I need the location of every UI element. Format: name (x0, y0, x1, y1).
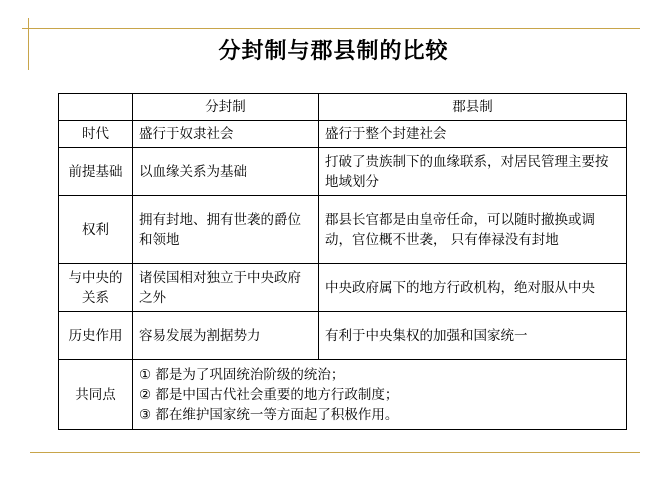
page-title: 分封制与郡县制的比较 (218, 39, 449, 64)
header-empty (59, 94, 133, 121)
common-points-cell (133, 360, 627, 430)
row-label: 共同点 (59, 360, 133, 430)
decorative-top-line (22, 28, 640, 29)
table-row (59, 312, 627, 360)
header-commandery-system: 郡县制 (319, 94, 627, 121)
table-row (59, 196, 627, 264)
commandery-cell: 打破了贵族制下的血缘联系，对居民管理主要按地域划分 (319, 148, 627, 196)
feudal-cell: 诸侯国相对独立于中央政府之外 (133, 264, 319, 312)
commandery-cell: 中央政府属下的地方行政机构，绝对服从中央 (319, 264, 627, 312)
common-point: ① 都是为了巩固统治阶级的统治； (139, 366, 345, 383)
commandery-cell: 郡县长官都是由皇帝任命，可以随时撤换或调动，官位概不世袭， 只有俸禄没有封地 (319, 196, 627, 264)
table-header-row (59, 94, 627, 121)
table-row (59, 121, 627, 148)
feudal-cell: 容易发展为割据势力 (133, 312, 319, 360)
row-label: 时代 (59, 121, 133, 148)
row-label: 历史作用 (59, 312, 133, 360)
common-point: ③ 都在维护国家统一等方面起了积极作用。 (139, 406, 399, 423)
feudal-cell: 拥有封地、拥有世袭的爵位和领地 (133, 196, 319, 264)
table-row-common (59, 360, 627, 430)
feudal-cell: 以血缘关系为基础 (133, 148, 319, 196)
feudal-cell: 盛行于奴隶社会 (133, 121, 319, 148)
decorative-bottom-line (30, 452, 640, 453)
table-row (59, 148, 627, 196)
commandery-cell: 盛行于整个封建社会 (319, 121, 627, 148)
commandery-cell: 有利于中央集权的加强和国家统一 (319, 312, 627, 360)
common-point: ② 都是中国古代社会重要的地方行政制度； (139, 386, 399, 403)
row-label: 前提基础 (59, 148, 133, 196)
row-label: 与中央的关系 (59, 264, 133, 312)
table-row (59, 264, 627, 312)
header-feudal-system: 分封制 (133, 94, 319, 121)
row-label: 权利 (59, 196, 133, 264)
comparison-table (58, 93, 627, 430)
